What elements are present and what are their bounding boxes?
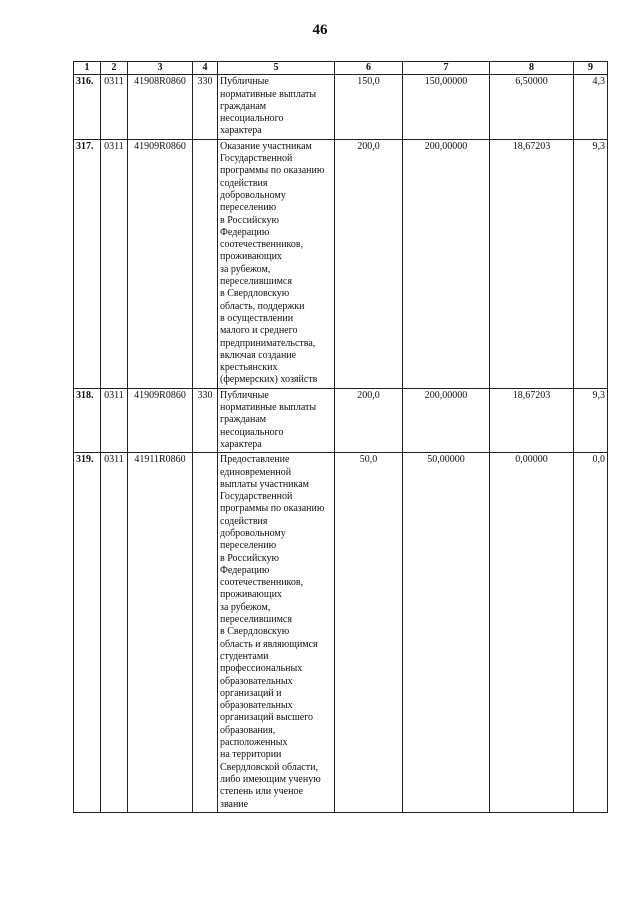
row-number: 319. xyxy=(74,453,101,813)
row-number: 318. xyxy=(74,388,101,452)
section-code: 0311 xyxy=(101,388,128,452)
col-header-1: 1 xyxy=(74,62,101,75)
value-col-9: 9,3 xyxy=(574,388,608,452)
col-header-2: 2 xyxy=(101,62,128,75)
item-name: Оказание участникам Государственной программы по оказанию содействия добровольному переселению в Российскую Федерацию соотечественников, проживающих за рубежом, переселившимся в Свердловскую область, поддержки в осуществлении малого и среднего предпринимательства, включая создание крестьянских (фермерских) хозяйств xyxy=(218,139,335,388)
target-code: 41908R0860 xyxy=(128,75,193,139)
target-code: 41911R0860 xyxy=(128,453,193,813)
target-code: 41909R0860 xyxy=(128,388,193,452)
col-header-6: 6 xyxy=(335,62,403,75)
value-col-6: 200,0 xyxy=(335,139,403,388)
col-header-7: 7 xyxy=(403,62,490,75)
value-col-8: 0,00000 xyxy=(490,453,574,813)
value-col-8: 18,67203 xyxy=(490,139,574,388)
value-col-9: 9,3 xyxy=(574,139,608,388)
col-header-5: 5 xyxy=(218,62,335,75)
value-col-7: 50,00000 xyxy=(403,453,490,813)
value-col-6: 150,0 xyxy=(335,75,403,139)
col-header-8: 8 xyxy=(490,62,574,75)
value-col-6: 200,0 xyxy=(335,388,403,452)
header-row xyxy=(74,62,608,75)
table-row xyxy=(74,453,608,813)
section-code: 0311 xyxy=(101,139,128,388)
budget-table xyxy=(73,61,608,813)
expense-type: 330 xyxy=(193,75,218,139)
row-number: 316. xyxy=(74,75,101,139)
section-code: 0311 xyxy=(101,453,128,813)
row-number: 317. xyxy=(74,139,101,388)
item-name: Публичные нормативные выплаты гражданам несоциального характера xyxy=(218,75,335,139)
col-header-4: 4 xyxy=(193,62,218,75)
item-name: Публичные нормативные выплаты гражданам несоциального характера xyxy=(218,388,335,452)
section-code: 0311 xyxy=(101,75,128,139)
expense-type xyxy=(193,139,218,388)
target-code: 41909R0860 xyxy=(128,139,193,388)
value-col-7: 150,00000 xyxy=(403,75,490,139)
value-col-8: 6,50000 xyxy=(490,75,574,139)
table-row xyxy=(74,139,608,388)
expense-type xyxy=(193,453,218,813)
item-name: Предоставление единовременной выплаты участникам Государственной программы по оказанию содействия добровольному переселению в Российскую Федерацию соотечественников, проживающих за рубежом, переселившимся в Свердловскую область и являющимся студентами профессиональных образовательных организаций и образовательных организаций высшего образования, расположенных на территории Свердловской области, либо имеющим ученую степень или ученое звание xyxy=(218,453,335,813)
table-row xyxy=(74,388,608,452)
value-col-6: 50,0 xyxy=(335,453,403,813)
value-col-9: 0,0 xyxy=(574,453,608,813)
col-header-9: 9 xyxy=(574,62,608,75)
col-header-3: 3 xyxy=(128,62,193,75)
page-number: 46 xyxy=(312,22,328,38)
expense-type: 330 xyxy=(193,388,218,452)
value-col-7: 200,00000 xyxy=(403,139,490,388)
value-col-8: 18,67203 xyxy=(490,388,574,452)
value-col-9: 4,3 xyxy=(574,75,608,139)
value-col-7: 200,00000 xyxy=(403,388,490,452)
table-row xyxy=(74,75,608,139)
